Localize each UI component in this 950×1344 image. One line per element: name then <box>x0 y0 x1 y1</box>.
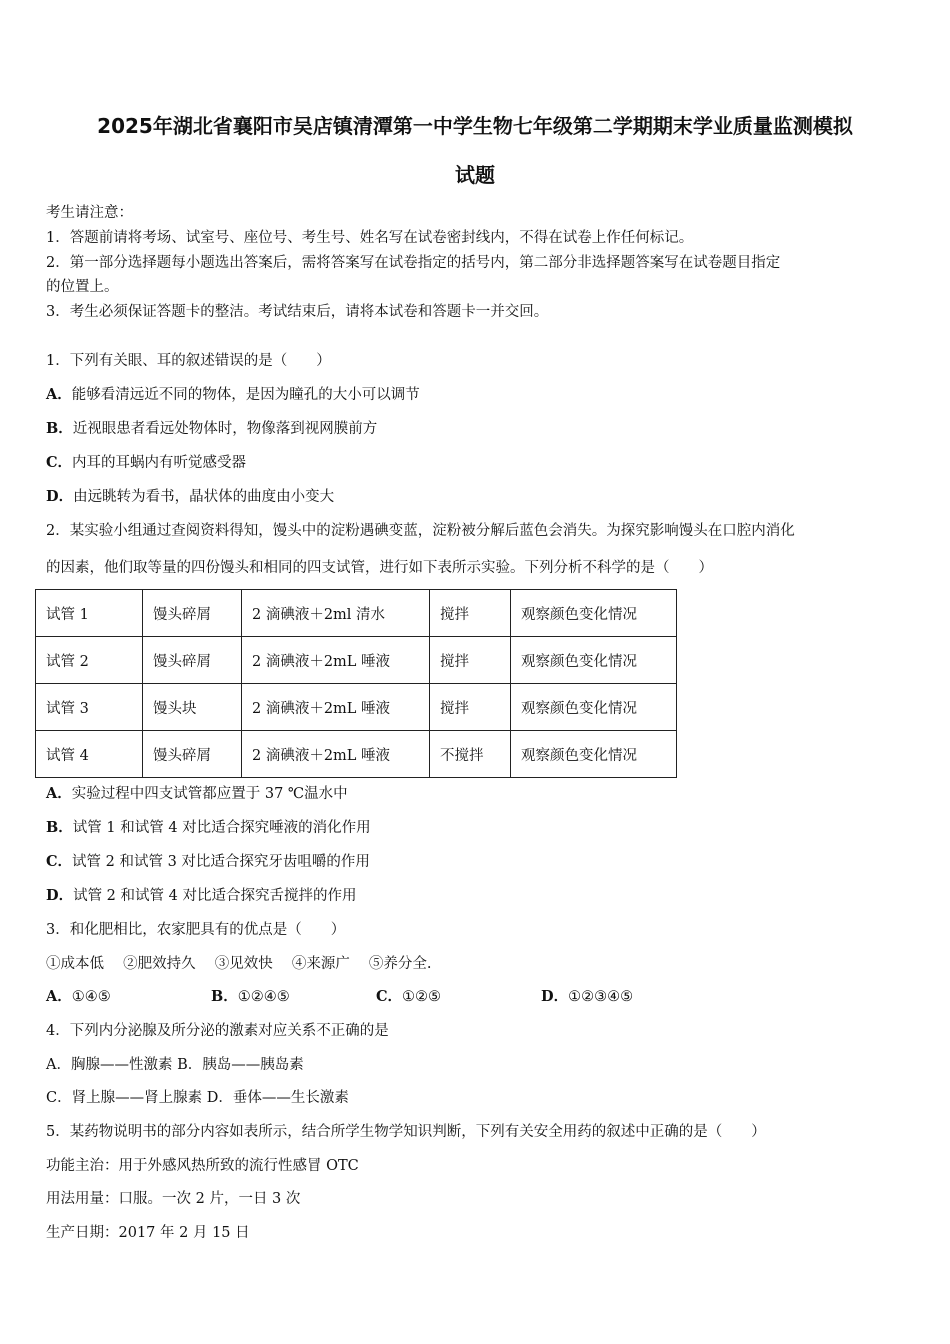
question-3-choices: ①成本低 ②肥效持久 ③见效快 ④来源广 ⑤养分全. <box>46 956 432 972</box>
notice-item: 2．第一部分选择题每小题选出答案后，需将答案写在试卷指定的括号内，第二部分非选择题答案写在试卷题目指定 <box>46 255 781 271</box>
table-cell: 馒头碎屑 <box>143 731 242 778</box>
question-2-option-a <box>46 784 916 804</box>
option-text: 实验过程中四支试管都应置于 37 ℃温水中 <box>71 786 348 802</box>
question-3-option-d <box>541 987 633 1007</box>
option-text: 试管 2 和试管 4 对比适合探究舌搅拌的作用 <box>73 888 357 904</box>
table-row <box>36 731 677 778</box>
option-label: C． <box>46 454 73 471</box>
notice-item: 的位置上。 <box>46 279 119 295</box>
table-cell: 观察颜色变化情况 <box>511 637 677 684</box>
option-text: 由远眺转为看书，晶状体的曲度由小变大 <box>73 489 335 505</box>
option-label: D． <box>46 488 74 505</box>
question-2-stem: 2．某实验小组通过查阅资料得知，馒头中的淀粉遇碘变蓝，淀粉被分解后蓝色会消失。为探究影响馒头在口腔内消化 <box>46 523 795 539</box>
table-cell: 2 滴碘液＋2mL 唾液 <box>242 684 430 731</box>
question-2-option-c <box>46 852 916 872</box>
option-label: D． <box>541 988 569 1005</box>
question-2-stem-continued: 的因素，他们取等量的四份馒头和相同的四支试管，进行如下表所示实验。下列分析不科学的是（ ） <box>46 560 713 576</box>
table-cell: 馒头块 <box>143 684 242 731</box>
table-row <box>36 637 677 684</box>
table-cell: 搅拌 <box>430 637 511 684</box>
option-label: B． <box>211 988 238 1005</box>
table-cell: 2 滴碘液＋2mL 唾液 <box>242 731 430 778</box>
table-cell: 2 滴碘液＋2mL 唾液 <box>242 637 430 684</box>
option-label: C． <box>46 853 73 870</box>
question-1-option-a <box>46 385 916 405</box>
question-4-stem: 4．下列内分泌腺及所分泌的激素对应关系不正确的是 <box>46 1023 389 1039</box>
table-cell: 观察颜色变化情况 <box>511 731 677 778</box>
medicine-label-line: 生产日期：2017 年 2 月 15 日 <box>46 1225 250 1241</box>
table-cell: 试管 2 <box>36 637 143 684</box>
option-label: B． <box>46 420 73 437</box>
table-cell: 搅拌 <box>430 684 511 731</box>
question-3-stem: 3．和化肥相比，农家肥具有的优点是（ ） <box>46 922 346 938</box>
option-label: D． <box>46 887 74 904</box>
option-label: B． <box>46 819 73 836</box>
notice-heading: 考生请注意： <box>46 205 133 221</box>
table-cell: 馒头碎屑 <box>143 590 242 637</box>
option-text: ①④⑤ <box>71 989 111 1005</box>
option-label: A． <box>46 785 72 802</box>
table-cell: 试管 3 <box>36 684 143 731</box>
question-1-option-c <box>46 453 916 473</box>
question-5-stem: 5．某药物说明书的部分内容如表所示，结合所学生物学知识判断，下列有关安全用药的叙述中正确的是（ ） <box>46 1124 766 1140</box>
question-4-options-ab: A．胸腺——性激素 B．胰岛——胰岛素 <box>46 1057 304 1073</box>
table-cell: 试管 1 <box>36 590 143 637</box>
option-label: A． <box>46 386 72 403</box>
option-text: 近视眼患者看远处物体时，物像落到视网膜前方 <box>72 421 378 437</box>
medicine-label-line: 功能主治：用于外感风热所致的流行性感冒 OTC <box>46 1158 359 1174</box>
page-title-continued: 试题 <box>455 163 495 187</box>
question-2-option-d <box>46 886 916 906</box>
question-3-options <box>46 987 916 1007</box>
option-text: ①②③④⑤ <box>568 989 634 1005</box>
experiment-table <box>35 589 677 778</box>
question-2-option-b <box>46 818 916 838</box>
table-cell: 2 滴碘液＋2ml 清水 <box>242 590 430 637</box>
question-1-option-b <box>46 419 916 439</box>
table-row <box>36 590 677 637</box>
option-label: C． <box>376 988 403 1005</box>
question-1-stem: 1．下列有关眼、耳的叙述错误的是（ ） <box>46 353 331 369</box>
question-1-option-d <box>46 487 916 507</box>
option-text: 试管 2 和试管 3 对比适合探究牙齿咀嚼的作用 <box>72 854 370 870</box>
question-3-option-b <box>211 987 376 1007</box>
medicine-label-line: 用法用量：口服。一次 2 片，一日 3 次 <box>46 1191 301 1207</box>
table-cell: 观察颜色变化情况 <box>511 590 677 637</box>
option-text: 试管 1 和试管 4 对比适合探究唾液的消化作用 <box>72 820 371 836</box>
option-text: 能够看清远近不同的物体，是因为瞳孔的大小可以调节 <box>71 387 420 403</box>
table-cell: 观察颜色变化情况 <box>511 684 677 731</box>
option-text: ①②⑤ <box>402 989 442 1005</box>
question-3-option-a <box>46 987 211 1007</box>
option-label: A． <box>46 988 72 1005</box>
table-cell: 试管 4 <box>36 731 143 778</box>
table-cell: 馒头碎屑 <box>143 637 242 684</box>
table-cell: 搅拌 <box>430 590 511 637</box>
table-cell: 不搅拌 <box>430 731 511 778</box>
question-4-options-cd: C．肾上腺——肾上腺素 D．垂体——生长激素 <box>46 1090 349 1106</box>
option-text: 内耳的耳蜗内有听觉感受器 <box>72 455 247 471</box>
option-text: ①②④⑤ <box>237 989 290 1005</box>
notice-item: 3．考生必须保证答题卡的整洁。考试结束后，请将本试卷和答题卡一并交回。 <box>46 304 549 320</box>
notice-item: 1．答题前请将考场、试室号、座位号、考生号、姓名写在试卷密封线内，不得在试卷上作任何标记。 <box>46 230 694 246</box>
table-row <box>36 684 677 731</box>
question-3-option-c <box>376 987 541 1007</box>
page-title: 2025年湖北省襄阳市吴店镇清潭第一中学生物七年级第二学期期末学业质量监测模拟 <box>97 114 853 138</box>
